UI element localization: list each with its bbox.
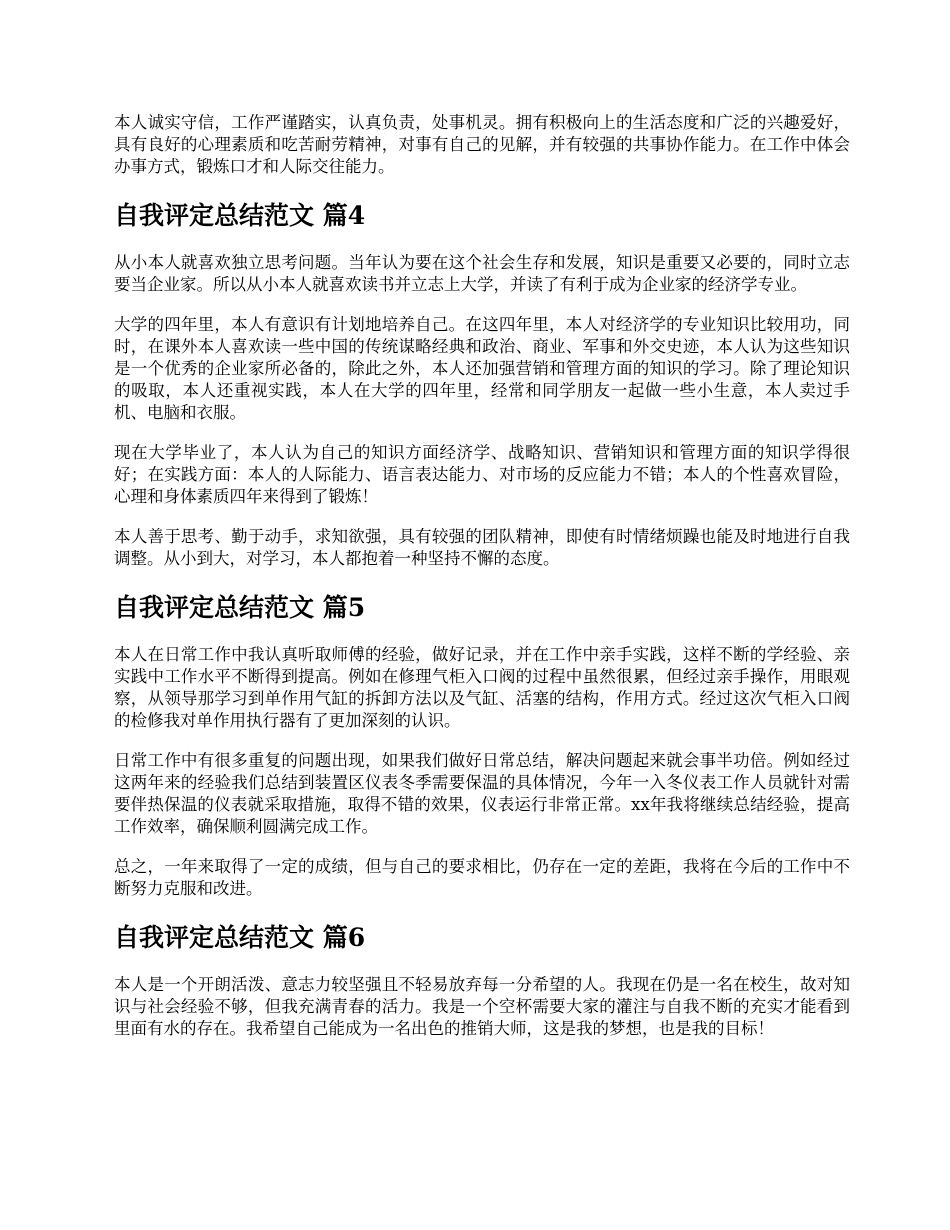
section-5 <box>114 592 850 900</box>
paragraph: 从小本人就喜欢独立思考问题。当年认为要在这个社会生存和发展，知识是重要又必要的，同时立志要当企业家。所以从小本人就喜欢读书并立志上大学，并读了有利于成为企业家的经济学专业。 <box>114 253 850 294</box>
paragraph: 现在大学毕业了，本人认为自己的知识方面经济学、战略知识、营销知识和管理方面的知识学得很好；在实践方面：本人的人际能力、语言表达能力、对市场的反应能力不错；本人的个性喜欢冒险，心理和身体素质四年来得到了锻炼！ <box>114 443 850 506</box>
section-heading: 自我评定总结范文 篇4 <box>114 201 366 230</box>
section-6 <box>114 922 850 1040</box>
section-4 <box>114 200 850 570</box>
paragraph: 本人是一个开朗活泼、意志力较坚强且不轻易放弃每一分希望的人。我现在仍是一名在校生，故对知识与社会经验不够，但我充满青春的活力。我是一个空杯需要大家的灌注与自我不断的充实才能看到里面有水的存在。我希望自己能成为一名出色的推销大师，这是我的梦想，也是我的目标！ <box>114 975 850 1038</box>
paragraph: 本人在日常工作中我认真听取师傅的经验，做好记录，并在工作中亲手实践，这样不断的学经验、亲实践中工作水平不断得到提高。例如在修理气柜入口阀的过程中虽然很累，但经过亲手操作，用眼观察，从领导那学习到单作用气缸的拆卸方法以及气缸、活塞的结构，作用方式。经过这次气柜入口阀的检修我对单作用执行器有了更加深刻的认识。 <box>114 645 850 730</box>
paragraph: 本人善于思考、勤于动手，求知欲强，具有较强的团队精神，即使有时情绪烦躁也能及时地进行自我调整。从小到大，对学习，本人都抱着一种坚持不懈的态度。 <box>114 527 850 568</box>
intro-paragraph: 本人诚实守信，工作严谨踏实，认真负责，处事机灵。拥有积极向上的生活态度和广泛的兴趣爱好，具有良好的心理素质和吃苦耐劳精神，对事有自己的见解，并有较强的共事协作能力。在工作中体会办事方式，锻炼口才和人际交往能力。 <box>114 113 850 176</box>
section-heading: 自我评定总结范文 篇6 <box>114 923 366 952</box>
document-page <box>114 112 850 1058</box>
section-heading: 自我评定总结范文 篇5 <box>114 593 366 622</box>
paragraph: 日常工作中有很多重复的问题出现，如果我们做好日常总结，解决问题起来就会事半功倍。例如经过这两年来的经验我们总结到装置区仪表冬季需要保温的具体情况，今年一入冬仪表工作人员就针对需要伴热保温的仪表就采取措施，取得不错的效果，仪表运行非常正常。xx年我将继续总结经验，提高工作效率，确保顺利圆满完成工作。 <box>114 751 850 836</box>
paragraph: 大学的四年里，本人有意识有计划地培养自己。在这四年里，本人对经济学的专业知识比较用功，同时，在课外本人喜欢读一些中国的传统谋略经典和政治、商业、军事和外交史迹，本人认为这些知识是一个优秀的企业家所必备的，除此之外，本人还加强营销和管理方面的知识的学习。除了理论知识的吸取，本人还重视实践，本人在大学的四年里，经常和同学朋友一起做一些小生意，本人卖过手机、电脑和衣服。 <box>114 315 850 422</box>
paragraph: 总之，一年来取得了一定的成绩，但与自己的要求相比，仍存在一定的差距，我将在今后的工作中不断努力克服和改进。 <box>114 857 850 898</box>
